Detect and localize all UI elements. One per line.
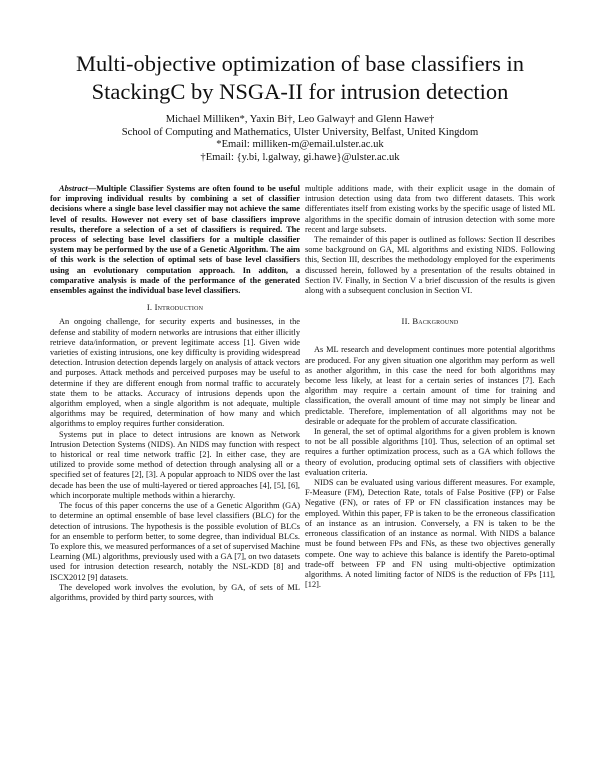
paragraph: NIDS can be evaluated using various different measures. For example, F-Measure (FM), Detection Rate, totals of False Positive (FP) or False Negative (FN), or rates of FP or FN classification instances may be employed. Within this paper, FP is taken to be the erroneous classification of an instance as an intrusion. Conversely, a FN is taken to be the erroneous classification of an instance as normal. With NIDS a balance must be found between FPs and FNs, as these two objectives generally compete. One way to achieve this balance is identify the Pareto-optimal trade-off between FP and FN using multi-objective optimization algorithms. A noted limiting factor of NIDS is the reduction of FPs [11], [12]. <box>305 478 555 590</box>
paragraph: Systems put in place to detect intrusions are known as Network Intrusion Detection Systems (NIDS). An NIDS may function with respect to historical or real time network traffic [2]. In either case, they are utilized to provide some method of detection through analysing all or a specified set of features [2], [3]. A popular approach to NIDS over the last decade has been the use of multi-layered or tiered approaches [4], [5], [6], which incorporate multiple methods within a hierarchy. <box>50 429 300 500</box>
abstract <box>50 184 300 296</box>
paragraph: In general, the set of optimal algorithms for a given problem is known to not be all possible algorithms [10]. Thus, selection of an optimal set requires a further optimization process, such as a GA which follows the theory of evolution, producing optimal sets of classifiers with objective evaluation criteria. <box>305 427 555 477</box>
section-heading-introduction: I. Introduction <box>146 302 204 313</box>
paragraph: multiple additions made, with their explicit usage in the domain of intrusion detection using data from two different datasets. This work differentiates itself from existing works by the specific usage of listed ML algorithms in the specific domain of intrusion detection with some more recent and large subsets. <box>305 184 555 234</box>
author-block <box>40 114 560 164</box>
email-line-2: †Email: {y.bi, l.galway, gi.hawe}@ulster.ac.uk <box>200 151 400 163</box>
section-heading-background: II. Background <box>401 316 459 327</box>
email-line-1: *Email: milliken-m@email.ulster.ac.uk <box>216 139 384 151</box>
paragraph: As ML research and development continues more potential algorithms are produced. For any given situation one algorithm may perform as well as another algorithm, in this case the need for both algorithms may become less likely, at least for a certain series of instances [7]. Each algorithm may require a certain amount of time for training and classification, the overall amount of time may not simply be linear and predictable. Therefore, implementation of all algorithms may not be desirable or adequate for the problem of accurate classification. <box>305 345 555 426</box>
paragraph: The focus of this paper concerns the use of a Genetic Algorithm (GA) to determine an optimal ensemble of base level classifiers (BLC) for the detection of intrusions. The hypothesis is the possible evolution of BLCs for an ensemble to perform better, to some degree, than individual BLCs. To explore this, we measured performances of a set of supervised Machine Learning (ML) algorithms, previously used with a GA [7], on two datasets used for intrusion detection research, notably the NSL-KDD [8] and ISCX2012 [9] datasets. <box>50 501 300 582</box>
authors-line: Michael Milliken*, Yaxin Bi†, Leo Galway† and Glenn Hawe† <box>165 114 435 125</box>
abstract-lead: Abstract <box>59 184 88 193</box>
paragraph: The remainder of this paper is outlined as follows: Section II describes some background on GA, ML algorithms and existing NIDS. Following this, Section III, describes the methodology employed for the experiments discussed herein, followed by a presentation of the results obtained in Section IV. Finally, in Section V a brief discussion of the results is given along with a subsequent conclusion in Section VI. <box>305 235 555 296</box>
affiliation: School of Computing and Mathematics, Ulster University, Belfast, United Kingdom <box>121 126 479 138</box>
paper-title: Multi-objective optimization of base classifiers in StackingC by NSGA-II for intrusion detection <box>75 51 524 104</box>
right-column <box>305 184 555 590</box>
abstract-text: —Multiple Classifier Systems are often found to be useful for improving individual results by combining a set of classifier decisions where a single base level classifier may not achieve the same level of results. However not every set of base classifiers improve results, therefore a selection of a set of classifiers is required. The process of selecting base level classifiers for a multiple classifier system may be performed by the use of a Genetic Algorithm. The aim of this work is the selection of optimal sets of base level classifiers using an evolutionary computation approach. In additon, a comparative analysis is made of the performance of the generated ensembles against the individual base level classifiers. <box>50 184 300 296</box>
paragraph: An ongoing challenge, for security experts and businesses, in the defense and stability of modern networks are intrusions that either illicitly retrieve data/information, or prevent legitimate access [1]. Given wide varieties of existing intrusions, one key difficulty is providing widespread detection. Intrusion detection depends largely on analysis of attack vectors and purposes. Attack methods and perceived purposes may be useful to determine if they are different enough from normal traffic to accurately state them to be attacks. Accuracy of intrusions depends upon the algorithm employed, when a single algorithm is not adequate, multiple algorithms may be required, determination of how many and which algorithms to employ requires further consideration. <box>50 317 300 429</box>
paragraph: The developed work involves the evolution, by GA, of sets of ML algorithms, provided by third party sources, with <box>50 582 300 602</box>
left-column <box>50 184 300 603</box>
